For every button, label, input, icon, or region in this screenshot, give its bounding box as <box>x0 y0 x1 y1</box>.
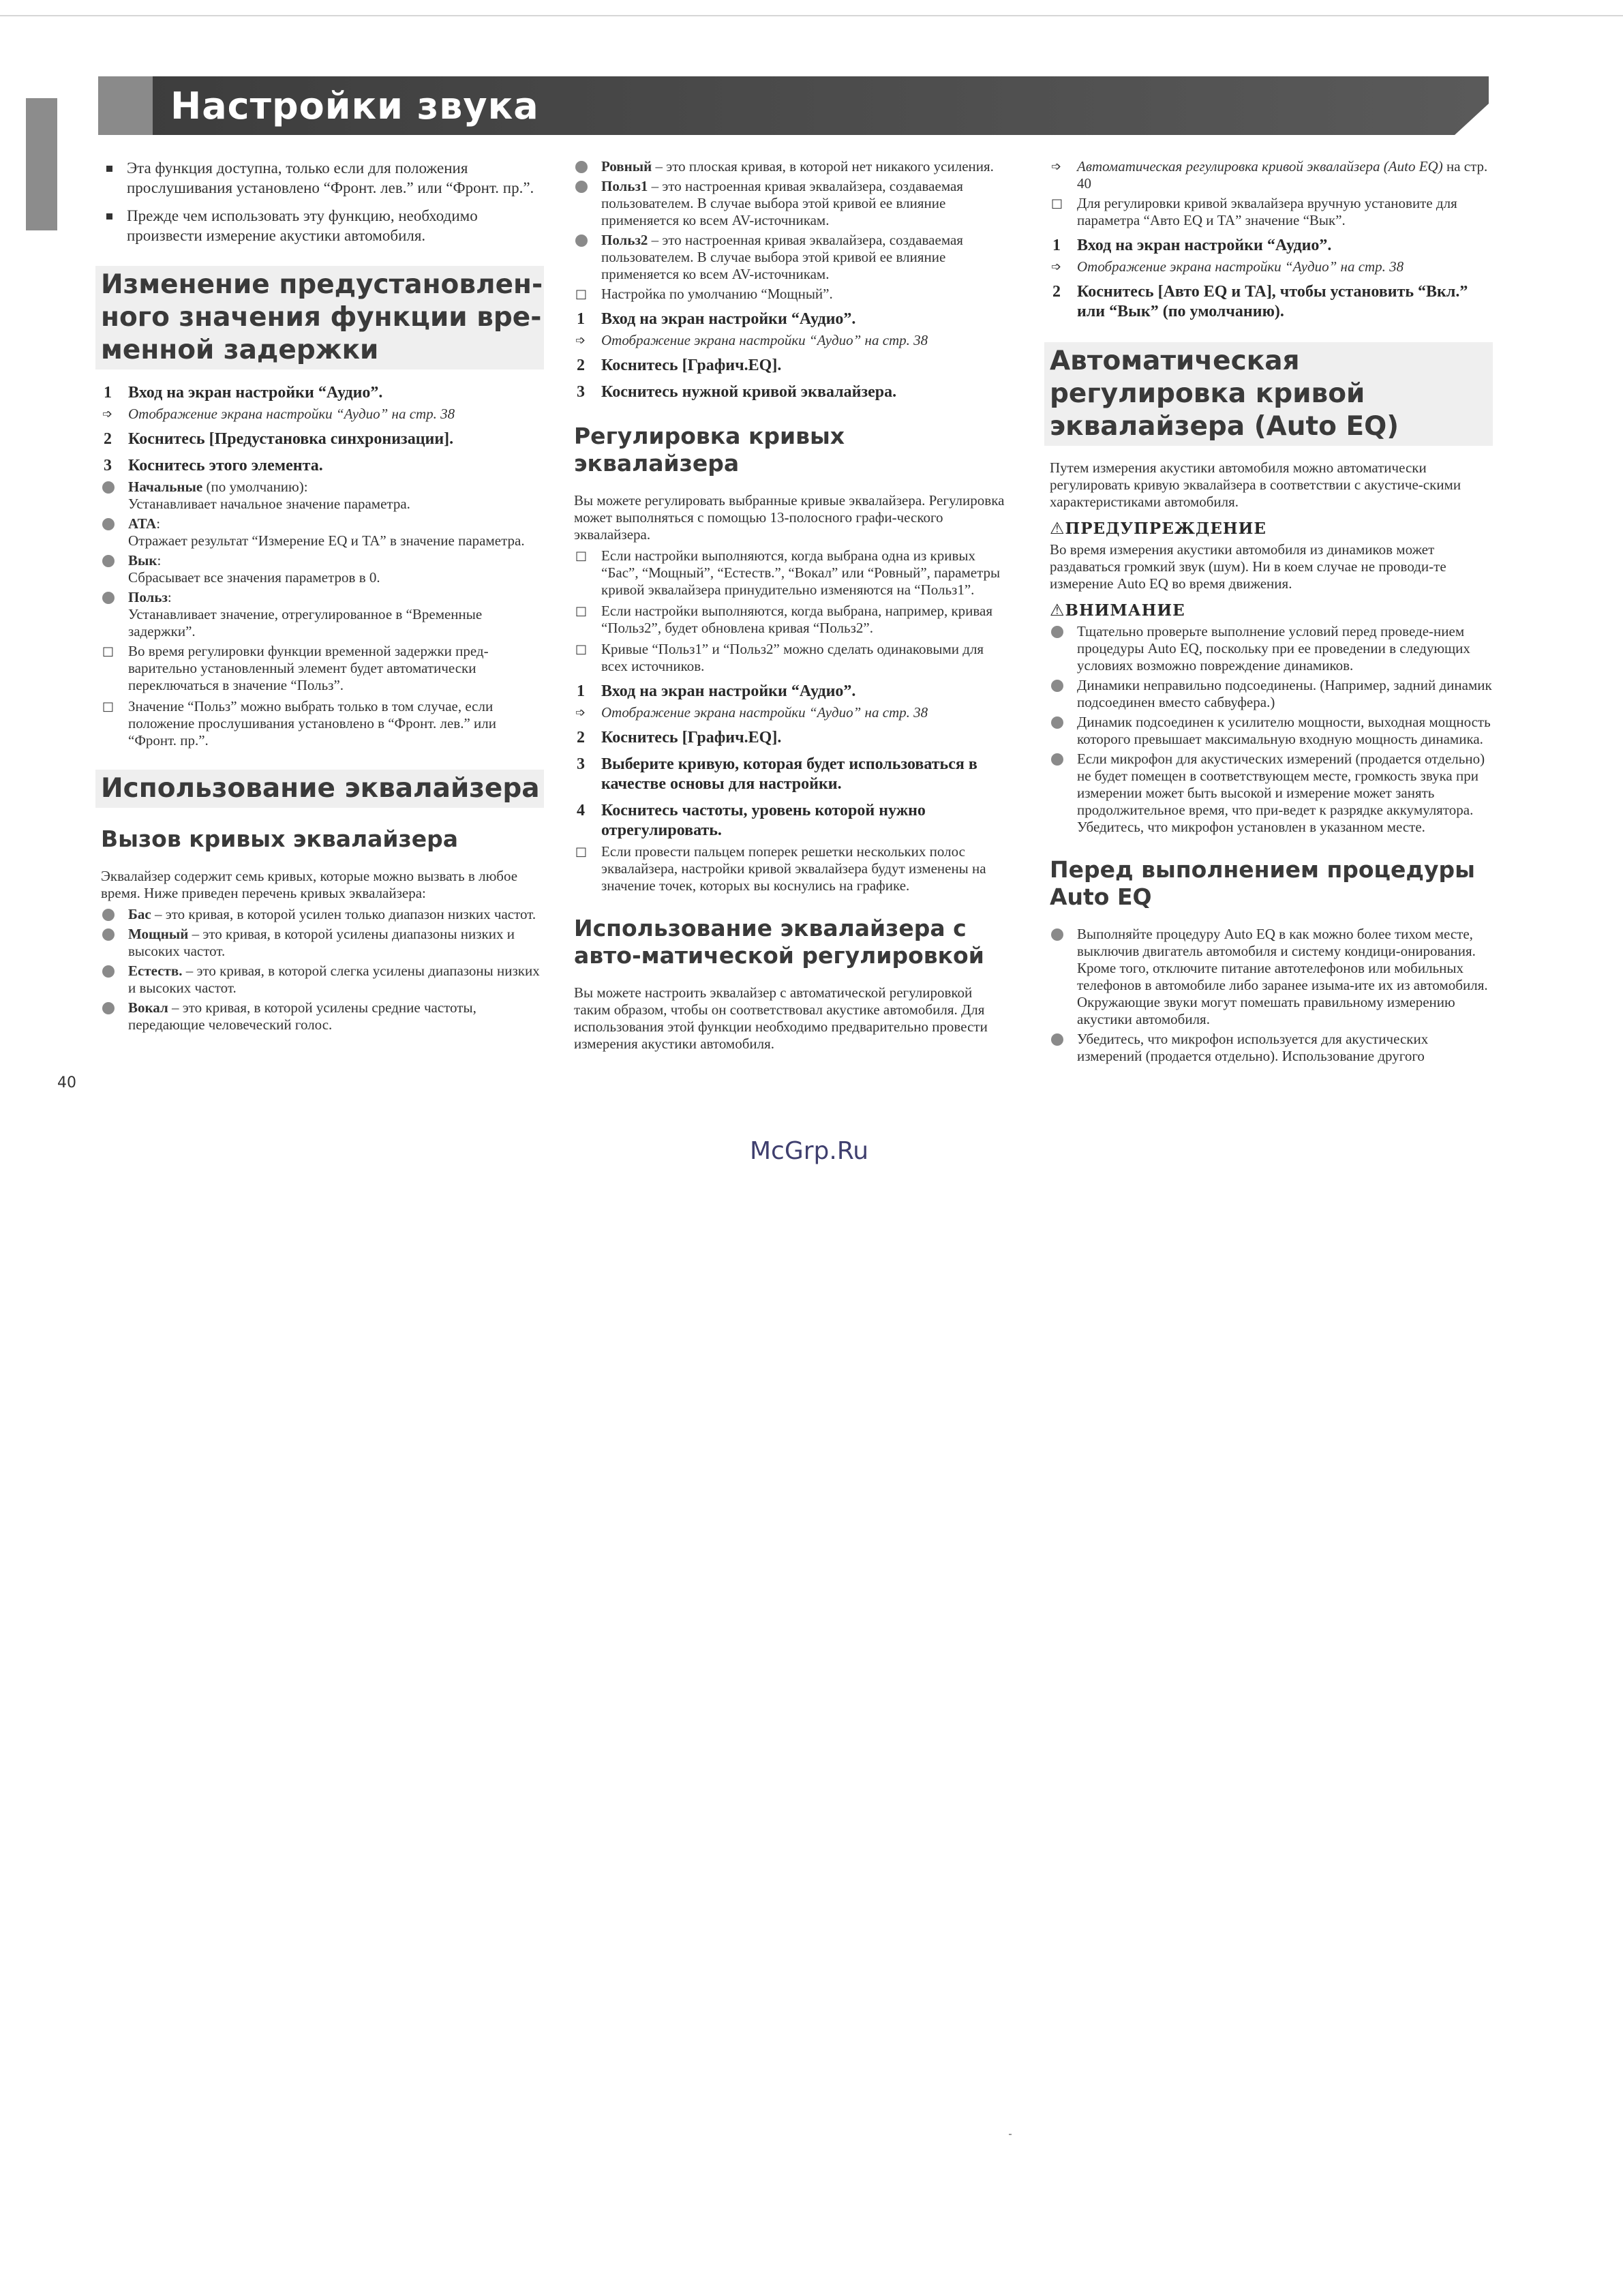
option-item: Польз: Устанавливает значение, отрегулированное в “Временные задержки”. <box>101 589 544 640</box>
section-tab-marker <box>26 98 57 230</box>
page-title-banner <box>98 76 1489 138</box>
option-item: Начальные (по умолчанию): Устанавливает начальное значение параметра. <box>101 479 544 513</box>
curve-item: Бас – это кривая, в которой усилен только диапазон низких частот. <box>101 906 544 923</box>
curve-item: Мощный – это кривая, в которой усилены диапазоны низких и высоких частот. <box>101 926 544 960</box>
option-item: Вык: Сбрасывает все значения параметров в 0. <box>101 552 544 586</box>
step: 3 Коснитесь нужной кривой эквалайзера. <box>577 383 897 401</box>
paragraph: Эквалайзер содержит семь кривых, которые можно вызвать в любое время. Ниже приведен перечень кривых эквалайзера: <box>101 868 518 901</box>
section-heading-equalizer: Использование эквалайзера <box>101 772 544 805</box>
scan-speck <box>1009 2134 1012 2135</box>
note: □ Кривые “Польз1” и “Польз2” можно сделать одинаковыми для всех источников. <box>574 641 1010 675</box>
watermark: McGrp.Ru <box>750 1137 869 1165</box>
curve-item: Польз2 – это настроенная кривая эквалайзера, создаваемая пользователем. В случае выбора этой кривой ее влияние применяется ко всем AV-источникам. <box>574 232 1010 283</box>
step: 2 Коснитесь [Предустановка синхронизации]. <box>104 430 454 448</box>
caution-icon: ⚠ <box>1050 601 1065 620</box>
step: 3 Коснитесь этого элемента. <box>104 457 323 474</box>
note: □ Если настройки выполняются, когда выбрана, например, кривая “Польз2”, будет обновлена кривая “Польз2”. <box>574 603 1010 637</box>
curve-item: Ровный – это плоская кривая, в которой нет никакого усиления. <box>574 158 1010 175</box>
section-heading-auto-eq: Автоматическая регулировка кривой эквалайзера (Auto EQ) <box>1050 345 1493 443</box>
cross-reference: ➩ Отображение экрана настройки “Аудио” на стр. 38 <box>101 406 544 423</box>
step: 1 Вход на экран настройки “Аудио”. <box>577 682 856 700</box>
step: 2 Коснитесь [Графич.EQ]. <box>577 729 782 746</box>
cross-reference: ➩ Автоматическая регулировка кривой эквалайзера (Auto EQ) на стр. 40 <box>1050 158 1493 192</box>
step: 2 Коснитесь [Авто EQ и TA], чтобы установить “Вкл.” или “Вык” (по умолчанию). <box>1052 283 1468 320</box>
intro-item: Эта функция доступна, только если для положения прослушивания установлено “Фронт. лев.” или “Фронт. пр.”. <box>101 158 544 198</box>
note: □ Для регулировки кривой эквалайзера вручную установите для параметра “Авто EQ и TA” значение “Вык”. <box>1050 195 1493 229</box>
warning-heading: ⚠ПРЕДУПРЕЖДЕНИЕ <box>1050 519 1266 538</box>
warning-text: Во время измерения акустики автомобиля из динамиков может раздаваться громкий звук (шум). Ни в коем случае не проводи-те измерение Auto EQ во время движения. <box>1050 541 1446 592</box>
column-3 <box>1050 158 1493 1068</box>
curve-item: Польз1 – это настроенная кривая эквалайзера, создаваемая пользователем. В случае выбора этой кривой ее влияние применяется ко всем AV-источникам. <box>574 178 1010 229</box>
subsection-heading-eq-recall: Вызов кривых эквалайзера <box>101 826 458 852</box>
checklist-item: Убедитесь, что микрофон используется для акустических измерений (продается отдельно). Использование другого <box>1050 1031 1493 1065</box>
caution-item: Динамики неправильно подсоединены. (Например, задний динамик подсоединен вместо сабвуфера.) <box>1050 677 1493 711</box>
paragraph: Вы можете регулировать выбранные кривые эквалайзера. Регулировка может выполняться с помощью 13-полосного графи-ческого эквалайзера. <box>574 492 1005 543</box>
warning-icon: ⚠ <box>1050 519 1065 538</box>
caution-item: Тщательно проверьте выполнение условий перед проведе-нием процедуры Auto EQ, поскольку при ее проведении в следующих условиях возможно повреждение динамиков. <box>1050 623 1493 674</box>
top-rule <box>0 15 1623 16</box>
intro-item: Прежде чем использовать эту функцию, необходимо произвести измерение акустики автомобиля. <box>101 206 544 245</box>
caution-item: Если микрофон для акустических измерений (продается отдельно) не будет помещен в соответствующем месте, громкость звука при измерении может быть высокой и измерение может занять продолжительное время, что при-ведет к разрядке аккумулятора. Убедитесь, что микрофон установлен в указанном месте. <box>1050 751 1493 836</box>
checklist-item: Выполняйте процедуру Auto EQ в как можно более тихом месте, выключив двигатель автомобиля и систему кондици-онирования. Кроме того, отключите питание автотелефонов или мобильных телефонов в автомобиле либо заранее изыма-ите их из автомобиля. Окружающие звуки могут помешать правильному измерению акустики автомобиля. <box>1050 926 1493 1028</box>
caution-item: Динамик подсоединен к усилителю мощности, выходная мощность которого превышает максимальную входную мощность динамика. <box>1050 714 1493 748</box>
caution-heading: ⚠ВНИМАНИЕ <box>1050 601 1185 620</box>
step: 3 Выберите кривую, которая будет использоваться в качестве основы для настройки. <box>577 755 977 793</box>
paragraph: Путем измерения акустики автомобиля можно автоматически регулировать кривую эквалайзера в соответствии с акустиче-скими характеристиками автомобиля. <box>1050 459 1461 510</box>
step: 2 Коснитесь [Графич.EQ]. <box>577 357 782 374</box>
note: □ Во время регулировки функции временной задержки пред-варительно установленный элемент будет автоматически переключаться в значение “Польз”. <box>101 643 544 694</box>
option-item: ATA: Отражает результат “Измерение EQ и TA” в значение параметра. <box>101 515 544 549</box>
subsection-heading-before-auto-eq: Перед выполнением процедуры Auto EQ <box>1050 856 1476 910</box>
paragraph: Вы можете настроить эквалайзер с автоматической регулировкой таким образом, чтобы он соответствовал акустике автомобиля. Для использования этой функции необходимо предварительно провести измерения акустики автомобиля. <box>574 984 988 1052</box>
cross-reference: ➩ Отображение экрана настройки “Аудио” на стр. 38 <box>1050 258 1493 275</box>
step: 1 Вход на экран настройки “Аудио”. <box>104 384 383 402</box>
curve-item: Естеств. – это кривая, в которой слегка усилены диапазоны низких и высоких частот. <box>101 963 544 997</box>
section-heading-timing-preset: Изменение предустановлен-ного значения функции вре-менной задержки <box>101 269 543 365</box>
note: □ Значение “Польз” можно выбрать только в том случае, если положение прослушивания установлено в “Фронт. лев.” или “Фронт. пр.”. <box>101 698 544 749</box>
note: □ Если настройки выполняются, когда выбрана одна из кривых “Бас”, “Мощный”, “Естеств.”, “Вокал” или “Ровный”, параметры кривой эквалайзера принудительно изменяются на “Польз1”. <box>574 547 1010 599</box>
page-number: 40 <box>57 1074 76 1091</box>
step: 1 Вход на экран настройки “Аудио”. <box>1052 237 1332 254</box>
cross-reference: ➩ Отображение экрана настройки “Аудио” на стр. 38 <box>574 704 1010 721</box>
cross-reference: ➩ Отображение экрана настройки “Аудио” на стр. 38 <box>574 332 1010 349</box>
step: 1 Вход на экран настройки “Аудио”. <box>577 310 856 328</box>
page-title: Настройки звука <box>170 85 539 127</box>
subsection-heading-eq-adjust: Регулировка кривых эквалайзера <box>574 423 845 477</box>
subsection-heading-auto-eq-use: Использование эквалайзера с авто-матической регулировкой <box>574 915 984 969</box>
step: 4 Коснитесь частоты, уровень которой нужно отрегулировать. <box>577 802 926 839</box>
note: □ Если провести пальцем поперек решетки нескольких полос эквалайзера, настройки кривой эквалайзера будут изменены на значение точек, которых вы коснулись на графике. <box>574 843 1010 894</box>
note: □ Настройка по умолчанию “Мощный”. <box>574 286 1010 303</box>
curve-item: Вокал – это кривая, в которой усилены средние частоты, передающие человеческий голос. <box>101 999 544 1033</box>
column-1 <box>101 158 544 1036</box>
column-2 <box>574 158 1010 1057</box>
